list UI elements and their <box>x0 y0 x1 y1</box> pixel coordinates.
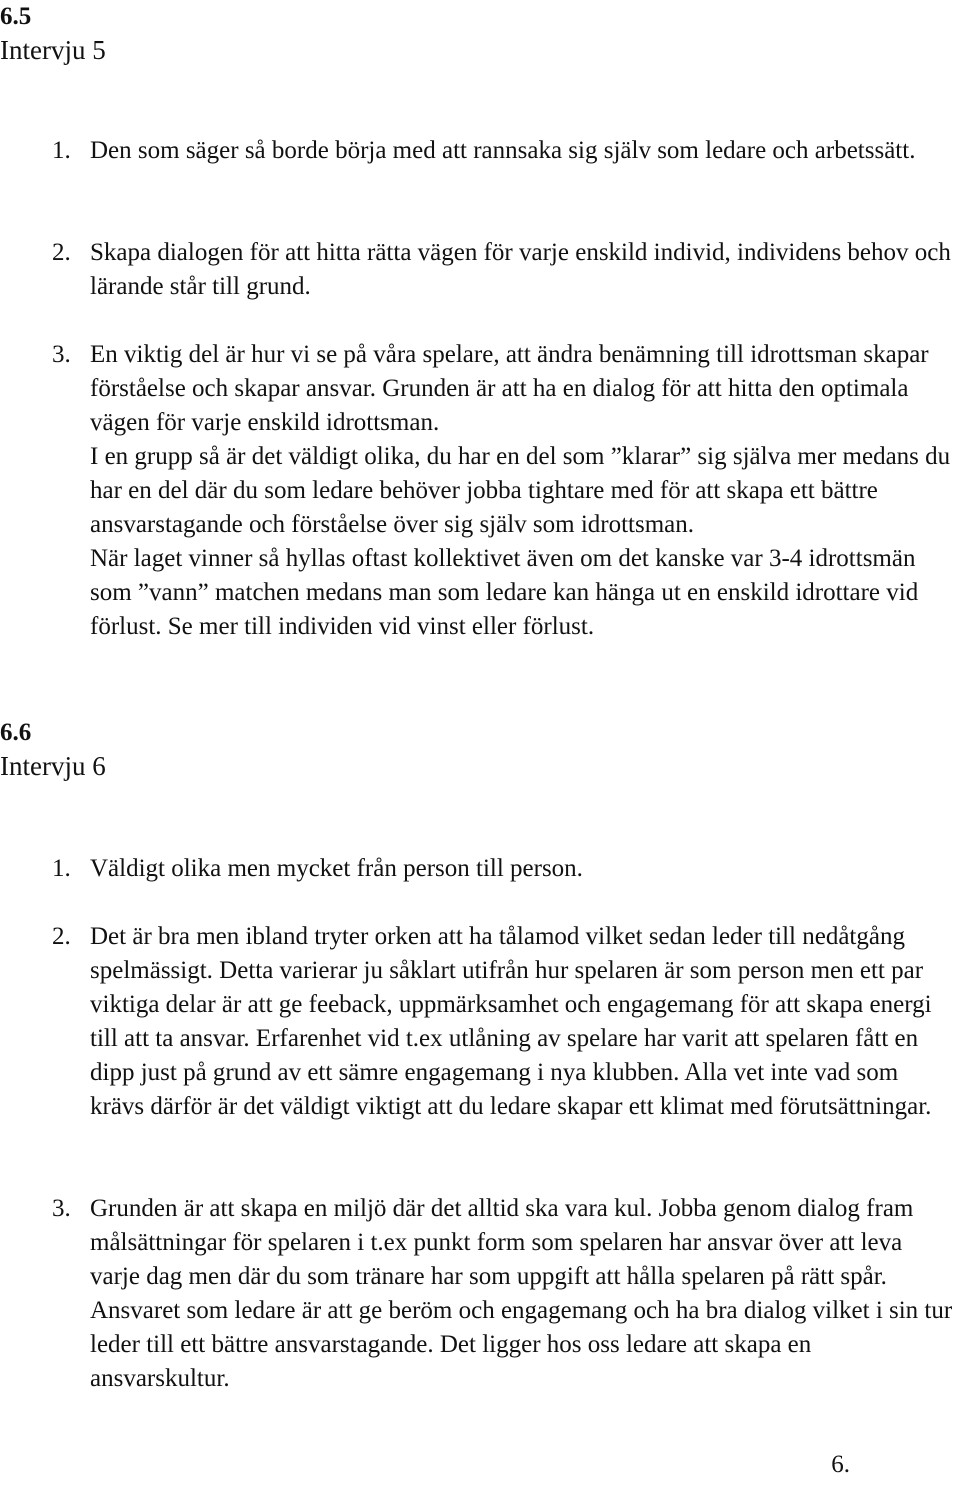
list-item-number: 3. <box>52 1195 71 1222</box>
list-item-text <box>90 920 957 1124</box>
list-item-text <box>90 338 957 644</box>
paragraph: När laget vinner så hyllas oftast kollektivet även om det kanske var 3-4 idrottsmän som ”vann” matchen medans man som ledare kan hänga ut en enskild idrottare vid förlust. Se mer till individen vid vinst eller förlust. <box>90 545 919 640</box>
section-number: 6.6 <box>0 719 32 746</box>
paragraph: Skapa dialogen för att hitta rätta vägen för varje enskild individ, individens behov och lärande står till grund. <box>90 239 951 300</box>
section-title: Intervju 6 <box>0 751 106 781</box>
paragraph: Grunden är att skapa en miljö där det alltid ska vara kul. Jobba genom dialog fram målsättningar för spelaren i t.ex punkt form som spelaren har ansvar över att leva varje dag men där du som tränare har som uppgift att hålla spelaren på rätt spår. Ansvaret som ledare är att ge beröm och engagemang och ha bra dialog vilket i sin tur leder till ett bättre ansvarstagande. Det ligger hos oss ledare att skapa en ansvarskultur. <box>90 1195 953 1392</box>
list-item-number: 2. <box>52 239 71 266</box>
section-number: 6.5 <box>0 3 32 30</box>
list-item <box>52 852 957 886</box>
list-item <box>52 134 957 168</box>
paragraph: En viktig del är hur vi se på våra spelare, att ändra benämning till idrottsman skapar förståelse och skapar ansvar. Grunden är att ha en dialog för att hitta den optimala vägen för varje enskild idrottsman. <box>90 341 929 436</box>
list-item-number: 1. <box>52 855 71 882</box>
list-item-text <box>90 236 957 304</box>
list-item-number: 1. <box>52 137 71 164</box>
section-title: Intervju 5 <box>0 35 106 65</box>
list-item <box>52 236 957 304</box>
paragraph: Det är bra men ibland tryter orken att ha tålamod vilket sedan leder till nedåtgång spelmässigt. Detta varierar ju såklart utifrån hur spelaren är som person men ett par viktiga delar är att ge feeback, uppmärksamhet och engagemang för att skapa energi till att ta ansvar. Erfarenhet vid t.ex utlåning av spelare har varit att spelaren fått en dipp just på grund av ett sämre engagemang i nya klubben. Alla vet inte vad som krävs därför är det väldigt viktigt att du ledare skapar ett klimat med förutsättningar. <box>90 923 932 1120</box>
list-item-number: 2. <box>52 923 71 950</box>
list-item-number: 3. <box>52 341 71 368</box>
paragraph: I en grupp så är det väldigt olika, du har en del som ”klarar” sig själva mer medans du har en del där du som ledare behöver jobba tightare med för att skapa ett bättre ansvarstagande och förståelse över sig själv som idrottsman. <box>90 443 951 538</box>
paragraph: Den som säger så borde börja med att rannsaka sig själv som ledare och arbetssätt. <box>90 137 916 164</box>
list-item-text <box>90 852 957 886</box>
list-item <box>52 920 957 1124</box>
paragraph: Väldigt olika men mycket från person till person. <box>90 855 583 882</box>
list-item-text <box>90 134 957 168</box>
list-item-text <box>90 1192 957 1396</box>
page-number: 6. <box>831 1451 850 1478</box>
list-item <box>52 338 957 644</box>
list-item <box>52 1192 957 1396</box>
